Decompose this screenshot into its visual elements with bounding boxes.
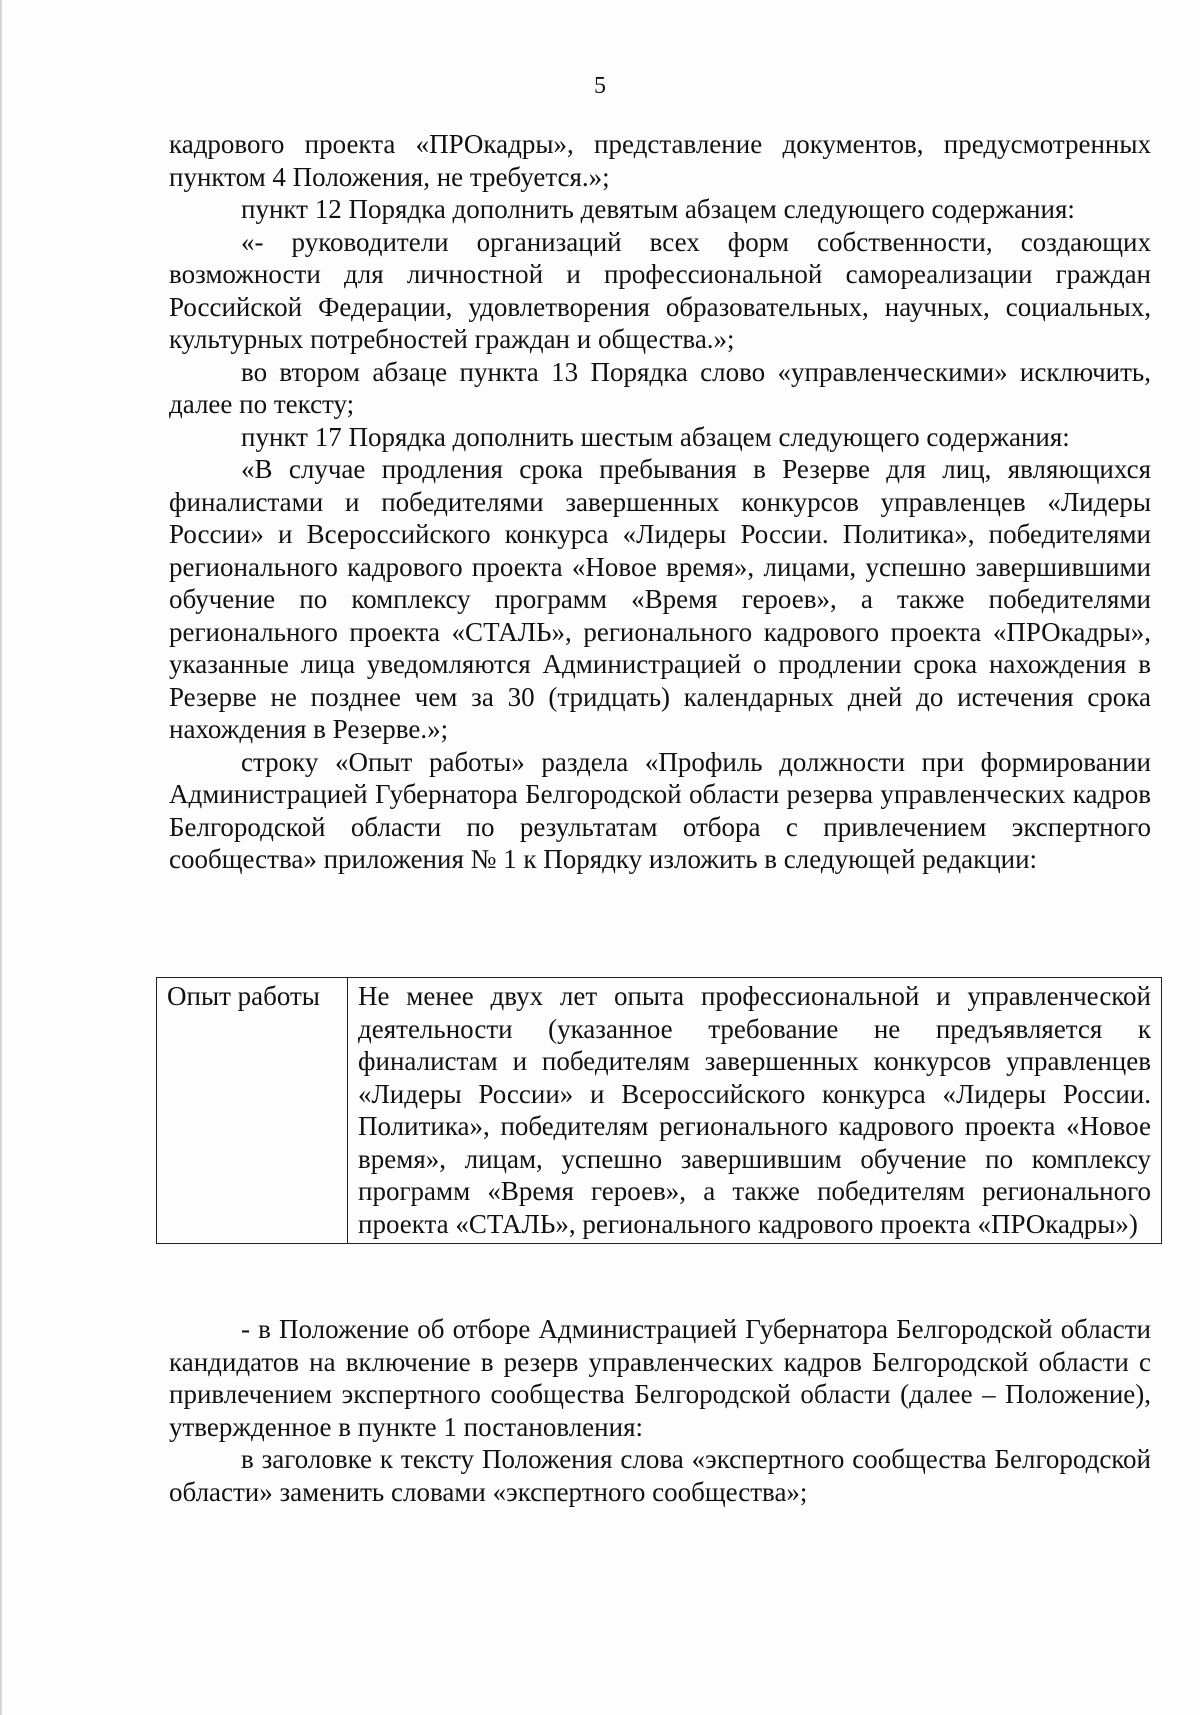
document-body-continued: [169, 1313, 1151, 1508]
document-body: [169, 128, 1151, 876]
paragraph-9: в заголовке к тексту Положения слова «экспертного сообщества Белгородской области» заменить словами «экспертного сообщества»;: [169, 1444, 1151, 1507]
table-value-cell: Не менее двух лет опыта профессиональной и управленческой деятельности (указанное требование не предъявляется к финалистам и победителям завершенных конкурсов управленцев «Лидеры России» и Всероссийского конкурса «Лидеры России. Политика», победителям регионального кадрового проекта «Новое время», лицам, успешно завершившим обучение по комплексу программ «Время героев», а также победителям регионального проекта «СТАЛЬ», регионального кадрового проекта «ПРОкадры»): [348, 978, 1162, 1244]
paragraph-3: «- руководители организаций всех форм собственности, создающих возможности для личностной и профессиональной самореализации граждан Российской Федерации, удовлетворения образовательных, научных, социальных, культурных потребностей граждан и общества.»;: [169, 226, 1151, 354]
paragraph-2: пункт 12 Порядка дополнить девятым абзацем следующего содержания:: [241, 194, 1075, 224]
paragraph-8: - в Положение об отборе Администрацией Губернатора Белгородской области кандидатов на включение в резерв управленческих кадров Белгородской области с привлечением экспертного сообщества Белгородской области (далее – Положение), утвержденное в пункте 1 постановления:: [169, 1314, 1151, 1442]
paragraph-1: кадрового проекта «ПРОкадры», представление документов, предусмотренных пунктом 4 Положения, не требуется.»;: [169, 129, 1151, 192]
table-label-cell: Опыт работы: [157, 978, 348, 1244]
paragraph-6: «В случае продления срока пребывания в Резерве для лиц, являющихся финалистами и победителями завершенных конкурсов управленцев «Лидеры России» и Всероссийского конкурса «Лидеры России. Политика», победителями регионального кадрового проекта «Новое время», лицами, успешно завершившими обучение по комплексу программ «Время героев», а также победителями регионального проекта «СТАЛЬ», регионального кадрового проекта «ПРОкадры», указанные лица уведомляются Администрацией о продлении срока нахождения в Резерве не позднее чем за 30 (тридцать) календарных дней до истечения срока нахождения в Резерве.»;: [169, 454, 1151, 744]
paragraph-7: строку «Опыт работы» раздела «Профиль должности при формировании Администрацией Губернатора Белгородской области резерва управленческих кадров Белгородской области по результатам отбора с привлечением экспертного сообщества» приложения № 1 к Порядку изложить в следующей редакции:: [169, 746, 1151, 874]
page-number: 5: [594, 73, 606, 99]
paragraph-5: пункт 17 Порядка дополнить шестым абзацем следующего содержания:: [241, 421, 1070, 452]
experience-table: [156, 977, 1162, 1244]
scan-edge: [0, 0, 2, 1715]
table-row: [157, 978, 1162, 1244]
paragraph-4: во втором абзаце пункта 13 Порядка слово «управленческими» исключить, далее по тексту;: [169, 356, 1151, 419]
